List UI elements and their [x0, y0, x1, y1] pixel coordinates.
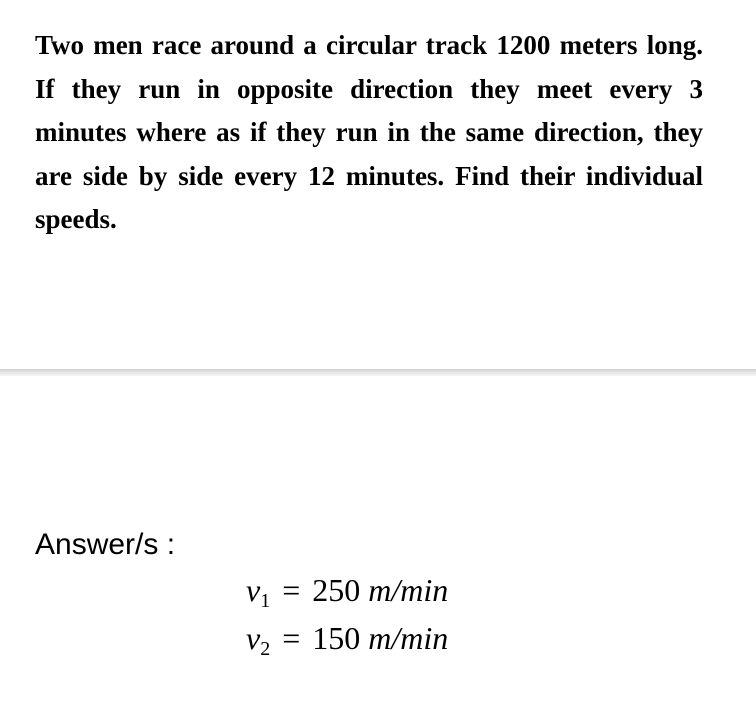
equation-operator: =: [282, 620, 301, 656]
equation-unit: m/min: [368, 620, 449, 656]
equation-variable: v: [246, 572, 261, 608]
equation-unit: m/min: [368, 572, 449, 608]
section-divider: [0, 369, 756, 376]
equation-value: 150: [312, 620, 361, 656]
equation-subscript: 1: [260, 590, 271, 612]
problem-statement: Two men race around a circular track 1200 meters long. If they run in opposite direction they meet every 3 minutes where as if they run in the same direction, they are side by side every 12 minutes. Find their individual speeds.: [35, 30, 703, 234]
answer-equation-2: [246, 620, 448, 661]
equation-value: 250: [312, 572, 361, 608]
equation-operator: =: [282, 572, 301, 608]
answer-label: Answer/s :: [35, 528, 176, 561]
answer-equation-1: [246, 572, 448, 613]
equation-variable: v: [246, 620, 261, 656]
equation-subscript: 2: [260, 638, 271, 660]
